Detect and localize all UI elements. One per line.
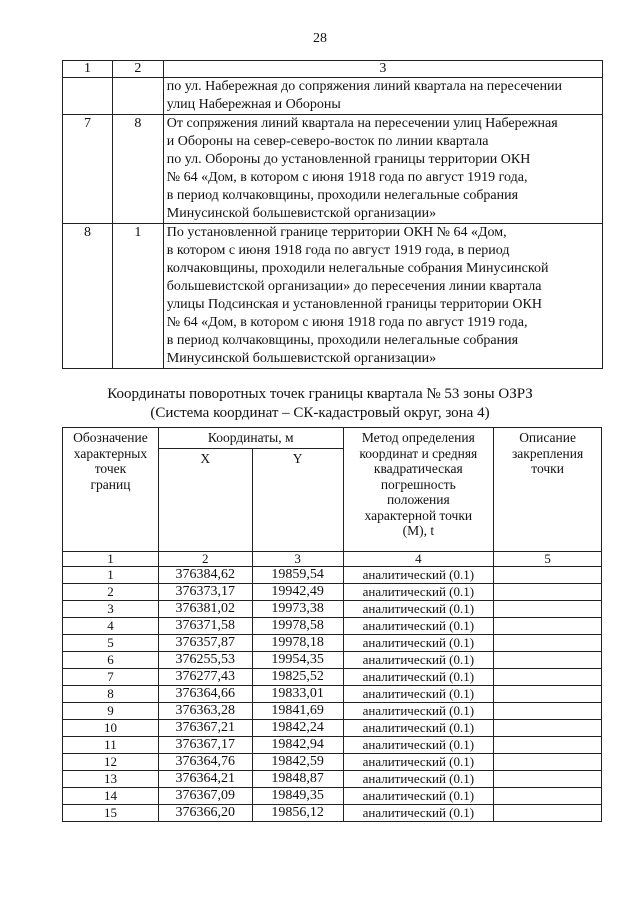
x-coordinate-cell: 376255,53 bbox=[158, 652, 252, 669]
coordinates-table bbox=[62, 427, 602, 822]
point-number-cell: 5 bbox=[63, 635, 159, 652]
header-x: X bbox=[158, 449, 252, 552]
y-coordinate-cell: 19825,52 bbox=[252, 669, 343, 686]
x-coordinate-cell: 376364,66 bbox=[158, 686, 252, 703]
header-line: точек bbox=[94, 461, 127, 476]
y-coordinate-cell: 19978,58 bbox=[252, 618, 343, 635]
description-line: и Обороны на север-северо-восток по линии квартала bbox=[166, 134, 489, 149]
table-row bbox=[63, 771, 602, 788]
method-cell: аналитический (0.1) bbox=[343, 703, 494, 720]
description-line: улиц Набережная и Обороны bbox=[166, 97, 341, 112]
header-description bbox=[494, 428, 602, 552]
table-row bbox=[63, 703, 602, 720]
description-line: по ул. Набережная до сопряжения линий квартала на пересечении bbox=[166, 79, 563, 94]
table-row bbox=[63, 618, 602, 635]
header-line: границ bbox=[90, 476, 131, 492]
point-number-cell: 10 bbox=[63, 720, 159, 737]
description-cell bbox=[494, 720, 602, 737]
description-cell bbox=[494, 754, 602, 771]
point-number-cell: 9 bbox=[63, 703, 159, 720]
table-row bbox=[63, 686, 602, 703]
column-number-cell: 2 bbox=[112, 61, 163, 78]
point-number-cell: 1 bbox=[63, 567, 159, 584]
header-line: погрешность bbox=[380, 476, 456, 492]
header-line: характерной точки bbox=[364, 507, 473, 523]
point-number-cell: 15 bbox=[63, 805, 159, 822]
description-line: От сопряжения линий квартала на пересечении улиц Набережная bbox=[166, 116, 558, 131]
header-method bbox=[343, 428, 494, 552]
x-coordinate-cell: 376367,21 bbox=[158, 720, 252, 737]
y-coordinate-cell: 19842,94 bbox=[252, 737, 343, 754]
point-number-cell: 4 bbox=[63, 618, 159, 635]
description-line: Минусинской большевистской организации» bbox=[166, 351, 437, 366]
y-coordinate-cell: 19954,35 bbox=[252, 652, 343, 669]
x-coordinate-cell: 376357,87 bbox=[158, 635, 252, 652]
column-number-cell: 3 bbox=[163, 61, 602, 78]
header-line: координат и средняя bbox=[359, 445, 478, 461]
boundary-description-table bbox=[62, 60, 603, 369]
coordinate-system-subheading: (Система координат – СК-кадастровый округ, зона 4) bbox=[150, 405, 490, 421]
method-cell: аналитический (0.1) bbox=[343, 686, 494, 703]
description-cell bbox=[494, 567, 602, 584]
description-cell bbox=[494, 584, 602, 601]
method-cell: аналитический (0.1) bbox=[343, 669, 494, 686]
method-cell: аналитический (0.1) bbox=[343, 805, 494, 822]
description-cell bbox=[494, 737, 602, 754]
x-coordinate-cell: 376363,28 bbox=[158, 703, 252, 720]
point-number-cell: 2 bbox=[63, 584, 159, 601]
x-coordinate-cell: 376367,09 bbox=[158, 788, 252, 805]
description-cell bbox=[494, 601, 602, 618]
description-cell bbox=[494, 635, 602, 652]
description-cell bbox=[494, 652, 602, 669]
point-number-cell: 14 bbox=[63, 788, 159, 805]
from-point-cell: 7 bbox=[63, 115, 113, 224]
header-line: (M), t bbox=[402, 523, 435, 538]
description-line: по ул. Обороны до установленной границы территории ОКН bbox=[166, 152, 531, 167]
table-row bbox=[63, 788, 602, 805]
method-cell: аналитический (0.1) bbox=[343, 771, 494, 788]
description-cell bbox=[494, 805, 602, 822]
header-y: Y bbox=[252, 449, 343, 552]
table-row bbox=[63, 635, 602, 652]
segment-description-cell bbox=[163, 78, 602, 115]
y-coordinate-cell: 19841,69 bbox=[252, 703, 343, 720]
y-coordinate-cell: 19849,35 bbox=[252, 788, 343, 805]
to-point-cell: 8 bbox=[112, 115, 163, 224]
method-cell: аналитический (0.1) bbox=[343, 601, 494, 618]
column-number-cell: 1 bbox=[63, 552, 159, 567]
x-coordinate-cell: 376381,02 bbox=[158, 601, 252, 618]
header-line: Метод определения bbox=[361, 430, 475, 445]
description-line: колчаковщины, проходили нелегальные собрания Минусинской bbox=[166, 261, 549, 276]
to-point-cell bbox=[112, 78, 163, 115]
header-line: Описание bbox=[519, 430, 576, 445]
header-line: Обозначение bbox=[73, 430, 148, 445]
table-row bbox=[63, 78, 603, 115]
table-row bbox=[63, 805, 602, 822]
to-point-cell: 1 bbox=[112, 224, 163, 369]
header-line: закрепления bbox=[511, 445, 584, 461]
column-number-cell: 3 bbox=[252, 552, 343, 567]
point-number-cell: 7 bbox=[63, 669, 159, 686]
header-coordinates: Координаты, м bbox=[158, 428, 343, 449]
method-cell: аналитический (0.1) bbox=[343, 584, 494, 601]
page-number: 28 bbox=[313, 31, 327, 46]
table-row bbox=[63, 567, 602, 584]
column-number-cell: 4 bbox=[343, 552, 494, 567]
y-coordinate-cell: 19848,87 bbox=[252, 771, 343, 788]
y-coordinate-cell: 19842,24 bbox=[252, 720, 343, 737]
method-cell: аналитический (0.1) bbox=[343, 567, 494, 584]
method-cell: аналитический (0.1) bbox=[343, 652, 494, 669]
description-line: По установленной границе территории ОКН № 64 «Дом, bbox=[166, 225, 507, 240]
point-number-cell: 6 bbox=[63, 652, 159, 669]
description-line: № 64 «Дом, в котором с июня 1918 года по август 1919 года, bbox=[166, 315, 528, 330]
description-line: Минусинской большевистской организации» bbox=[166, 206, 437, 221]
description-line: в котором с июня 1918 года по август 1919 года, в период bbox=[166, 243, 510, 258]
table-row bbox=[63, 224, 603, 369]
x-coordinate-cell: 376373,17 bbox=[158, 584, 252, 601]
header-line: положения bbox=[386, 492, 450, 507]
column-number-cell: 2 bbox=[158, 552, 252, 567]
header-line: характерных bbox=[73, 445, 148, 461]
y-coordinate-cell: 19842,59 bbox=[252, 754, 343, 771]
table-row bbox=[63, 584, 602, 601]
table-row bbox=[63, 652, 602, 669]
y-coordinate-cell: 19859,54 bbox=[252, 567, 343, 584]
header-line: квадратическая bbox=[373, 461, 463, 476]
method-cell: аналитический (0.1) bbox=[343, 720, 494, 737]
description-line: № 64 «Дом, в котором с июня 1918 года по август 1919 года, bbox=[166, 170, 528, 185]
method-cell: аналитический (0.1) bbox=[343, 737, 494, 754]
x-coordinate-cell: 376277,43 bbox=[158, 669, 252, 686]
y-coordinate-cell: 19942,49 bbox=[252, 584, 343, 601]
column-number-cell: 5 bbox=[494, 552, 602, 567]
segment-description-cell bbox=[163, 115, 602, 224]
y-coordinate-cell: 19973,38 bbox=[252, 601, 343, 618]
table-row bbox=[63, 601, 602, 618]
description-cell bbox=[494, 618, 602, 635]
point-number-cell: 13 bbox=[63, 771, 159, 788]
description-cell bbox=[494, 703, 602, 720]
x-coordinate-cell: 376364,76 bbox=[158, 754, 252, 771]
point-number-cell: 3 bbox=[63, 601, 159, 618]
column-number-cell: 1 bbox=[63, 61, 113, 78]
description-cell bbox=[494, 686, 602, 703]
table-row bbox=[63, 115, 603, 224]
x-coordinate-cell: 376366,20 bbox=[158, 805, 252, 822]
from-point-cell: 8 bbox=[63, 224, 113, 369]
table-row bbox=[63, 754, 602, 771]
description-line: улицы Подсинская и установленной границы территории ОКН bbox=[166, 297, 542, 312]
x-coordinate-cell: 376364,21 bbox=[158, 771, 252, 788]
method-cell: аналитический (0.1) bbox=[343, 618, 494, 635]
description-line: в период колчаковщины, проходили нелегальные собрания bbox=[166, 188, 519, 203]
header-line: точки bbox=[531, 461, 564, 476]
description-cell bbox=[494, 771, 602, 788]
header-designation bbox=[63, 428, 159, 552]
point-number-cell: 11 bbox=[63, 737, 159, 754]
x-coordinate-cell: 376384,62 bbox=[158, 567, 252, 584]
description-line: большевистской организации» до пересечения линии квартала bbox=[166, 279, 542, 294]
point-number-cell: 8 bbox=[63, 686, 159, 703]
point-number-cell: 12 bbox=[63, 754, 159, 771]
x-coordinate-cell: 376371,58 bbox=[158, 618, 252, 635]
table-row bbox=[63, 737, 602, 754]
description-cell bbox=[494, 788, 602, 805]
segment-description-cell bbox=[163, 224, 602, 369]
from-point-cell bbox=[63, 78, 113, 115]
table-row bbox=[63, 669, 602, 686]
y-coordinate-cell: 19978,18 bbox=[252, 635, 343, 652]
description-line: в период колчаковщины, проходили нелегальные собрания bbox=[166, 333, 519, 348]
y-coordinate-cell: 19856,12 bbox=[252, 805, 343, 822]
y-coordinate-cell: 19833,01 bbox=[252, 686, 343, 703]
method-cell: аналитический (0.1) bbox=[343, 635, 494, 652]
table-row bbox=[63, 720, 602, 737]
method-cell: аналитический (0.1) bbox=[343, 788, 494, 805]
coordinates-heading: Координаты поворотных точек границы квартала № 53 зоны ОЗРЗ bbox=[107, 386, 533, 402]
x-coordinate-cell: 376367,17 bbox=[158, 737, 252, 754]
method-cell: аналитический (0.1) bbox=[343, 754, 494, 771]
description-cell bbox=[494, 669, 602, 686]
